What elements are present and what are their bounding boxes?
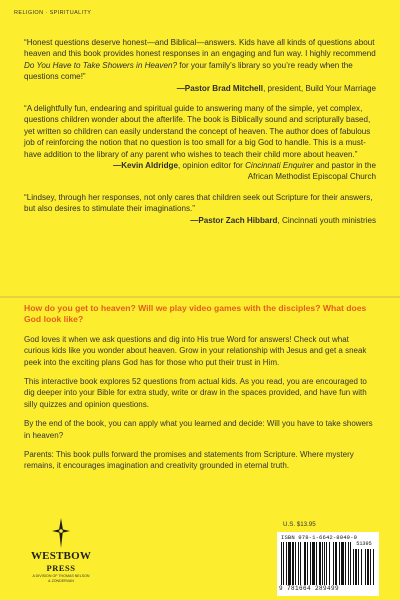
barcode-bar bbox=[361, 549, 362, 585]
barcode-bar bbox=[353, 549, 354, 585]
price-label: U.S. $13.95 bbox=[283, 521, 316, 528]
addon-number: 51395 bbox=[356, 541, 372, 547]
barcode-bar bbox=[322, 542, 323, 585]
barcode-bar bbox=[370, 549, 371, 585]
barcode-bar bbox=[286, 542, 287, 585]
westbow-compass-logo-icon bbox=[52, 518, 70, 548]
endorsement-1 bbox=[24, 37, 376, 94]
endorsement-quote bbox=[24, 37, 376, 83]
book-description bbox=[24, 303, 376, 480]
barcode-bar bbox=[329, 542, 330, 585]
barcode-bar bbox=[295, 542, 296, 585]
barcode-icon bbox=[277, 532, 379, 596]
barcode-bar bbox=[335, 542, 337, 585]
publisher-division bbox=[24, 574, 98, 583]
barcode-bar bbox=[310, 542, 311, 585]
barcode-bar bbox=[358, 549, 359, 585]
section-divider bbox=[0, 296, 400, 298]
barcode-bar bbox=[365, 549, 366, 585]
endorser-name: —Pastor Zach Hibbard bbox=[190, 215, 278, 225]
endorser-title: and pastor in the bbox=[313, 161, 376, 171]
barcode-bar bbox=[300, 542, 301, 585]
ean-number: 9 781664 289499 bbox=[279, 585, 340, 592]
publisher-press: PRESS bbox=[46, 563, 76, 573]
endorsement-quote: “A delightfully fun, endearing and spiritual guide to answering many of the simple, yet complex, questions children wonder about the afterlife. The book is Biblically sound and scripturally based, yet written so children can easily understand the concept of heaven. The author does of fabulous job of reinforcing the notion that no question is too small for a big God to handle. This is a must-have addition to the library of any parent who wishes to teach their child more about heaven.” bbox=[24, 104, 371, 159]
endorsement-attribution bbox=[24, 83, 376, 94]
description-paragraph: Parents: This book pulls forward the promises and statements from Scripture. Where mystery remains, it encourages imagination and creativity grounded in eternal truth. bbox=[24, 450, 354, 471]
barcode-bar bbox=[319, 542, 321, 585]
addon-barcode-bars bbox=[353, 549, 375, 585]
endorser-title: , Cincinnati youth ministries bbox=[277, 215, 376, 225]
book-title: Do You Have to Take Showers in Heaven? bbox=[24, 60, 177, 70]
publisher-division-line: & ZONDERVAN bbox=[48, 578, 74, 583]
endorsement-quote: “Lindsey, through her responses, not only cares that children seek out Scripture for their answers, but also desires to stimulate their imaginations.” bbox=[24, 192, 373, 214]
barcode-bar bbox=[350, 542, 351, 585]
barcode-bar bbox=[298, 542, 299, 585]
ean-barcode-bars bbox=[281, 542, 351, 585]
barcode-bar bbox=[292, 542, 294, 585]
endorsement-attribution bbox=[24, 215, 376, 226]
endorser-title: , president, Build Your Marriage bbox=[263, 83, 376, 93]
barcode-bar bbox=[326, 542, 327, 585]
barcode-bar bbox=[288, 542, 291, 585]
barcode-bar bbox=[316, 542, 317, 585]
endorsement-3 bbox=[24, 192, 376, 226]
barcode-bar bbox=[281, 542, 282, 585]
barcode-bar bbox=[341, 542, 344, 585]
publisher-division-line: A DIVISION OF THOMAS NELSON bbox=[32, 574, 90, 578]
barcode-bar bbox=[304, 542, 306, 585]
barcode-bar bbox=[345, 542, 346, 585]
barcode-bar bbox=[373, 549, 374, 585]
barcode-bar bbox=[283, 542, 284, 585]
quote-text: for your family’s library so you’re ready when the questions come!” bbox=[24, 60, 353, 82]
publication-name: Cincinnati Enquirer bbox=[245, 161, 314, 171]
endorsement-2 bbox=[24, 103, 376, 183]
endorsement-attribution bbox=[24, 160, 376, 171]
description-paragraph: This interactive book explores 52 questions from actual kids. As you read, you are encouraged to dig deeper into your Bible for extra study, write or draw in the spaces provided, and have fun with silly quizzes and opinion questions. bbox=[24, 377, 367, 409]
endorser-title: , opinion editor for bbox=[178, 161, 246, 171]
barcode-bar bbox=[367, 549, 369, 585]
description-headline: How do you get to heaven? Will we play video games with the disciples? What does God look like? bbox=[24, 303, 367, 325]
category-label: RELIGION · SPIRITUALITY bbox=[14, 10, 92, 16]
barcode-bar bbox=[355, 549, 357, 585]
endorser-name: —Kevin Aldridge bbox=[113, 161, 179, 171]
barcode-bar bbox=[324, 542, 325, 585]
barcode-bar bbox=[333, 542, 334, 585]
publisher-logo bbox=[24, 518, 98, 588]
barcode-bar bbox=[312, 542, 315, 585]
quote-text: “Honest questions deserve honest—and Biblical—answers. Kids have all kinds of questions about heaven and this book provides honest responses in an engaging and fun way. I highly recommend bbox=[24, 38, 376, 59]
description-paragraph: By the end of the book, you can apply what you learned and decide: Will you have to take showers in heaven? bbox=[24, 419, 373, 440]
endorsement-attribution-line2: African Methodist Episcopal Church bbox=[247, 172, 376, 182]
endorsements bbox=[24, 37, 376, 226]
barcode-bar bbox=[348, 542, 349, 585]
isbn-text: ISBN 978-1-6642-8949-9 bbox=[281, 534, 358, 541]
description-paragraph: God loves it when we ask questions and dig into His true Word for answers! Check out what curious kids like you wonder about heaven. Grow in your relationship with Jesus and get a sneak peek into the exciting plans God has for those who put their trust in Him. bbox=[24, 334, 367, 367]
barcode-bar bbox=[307, 542, 308, 585]
publisher-name: WESTBOW bbox=[30, 550, 92, 562]
endorser-name: —Pastor Brad Mitchell bbox=[176, 83, 264, 93]
barcode-bar bbox=[339, 542, 340, 585]
